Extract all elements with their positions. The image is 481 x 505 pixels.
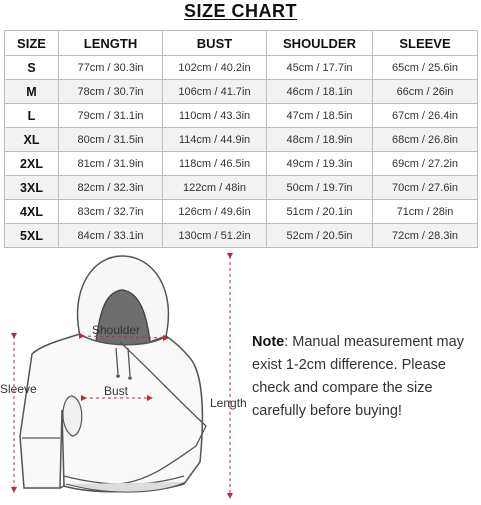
shoulder-cell: 50cm / 19.7in bbox=[267, 176, 373, 200]
size-cell: L bbox=[5, 104, 59, 128]
bust-cell: 114cm / 44.9in bbox=[163, 128, 267, 152]
sleeve-label: Sleeve bbox=[0, 382, 37, 396]
length-cell: 78cm / 30.7in bbox=[59, 80, 163, 104]
sleeve-cell: 67cm / 26.4in bbox=[373, 104, 478, 128]
column-header: BUST bbox=[163, 31, 267, 56]
shoulder-cell: 45cm / 17.7in bbox=[267, 56, 373, 80]
column-header: LENGTH bbox=[59, 31, 163, 56]
bust-cell: 102cm / 40.2in bbox=[163, 56, 267, 80]
table-row bbox=[5, 56, 478, 80]
table-row bbox=[5, 224, 478, 248]
bust-label: Bust bbox=[104, 384, 129, 398]
bust-cell: 126cm / 49.6in bbox=[163, 200, 267, 224]
table-row bbox=[5, 80, 478, 104]
note-label: Note bbox=[252, 334, 285, 350]
table-row bbox=[5, 176, 478, 200]
hoodie-diagram bbox=[0, 250, 250, 500]
shoulder-cell: 46cm / 18.1in bbox=[267, 80, 373, 104]
bust-cell: 122cm / 48in bbox=[163, 176, 267, 200]
column-header: SIZE bbox=[5, 31, 59, 56]
length-cell: 84cm / 33.1in bbox=[59, 224, 163, 248]
table-row bbox=[5, 104, 478, 128]
bust-cell: 110cm / 43.3in bbox=[163, 104, 267, 128]
shoulder-cell: 51cm / 20.1in bbox=[267, 200, 373, 224]
shoulder-cell: 49cm / 19.3in bbox=[267, 152, 373, 176]
bust-cell: 118cm / 46.5in bbox=[163, 152, 267, 176]
size-cell: XL bbox=[5, 128, 59, 152]
note-body: : Manual measurement may exist 1-2cm difference. Please check and compare the size carefully before buying! bbox=[252, 334, 464, 419]
sleeve-cell: 66cm / 26in bbox=[373, 80, 478, 104]
shoulder-cell: 48cm / 18.9in bbox=[267, 128, 373, 152]
sleeve-cell: 71cm / 28in bbox=[373, 200, 478, 224]
hoodie-body bbox=[20, 334, 206, 492]
bust-cell: 130cm / 51.2in bbox=[163, 224, 267, 248]
table-row bbox=[5, 200, 478, 224]
size-cell: 2XL bbox=[5, 152, 59, 176]
size-cell: M bbox=[5, 80, 59, 104]
length-cell: 79cm / 31.1in bbox=[59, 104, 163, 128]
sleeve-cell: 69cm / 27.2in bbox=[373, 152, 478, 176]
size-table bbox=[4, 30, 478, 248]
shoulder-cell: 52cm / 20.5in bbox=[267, 224, 373, 248]
shoulder-label: Shoulder bbox=[92, 323, 141, 337]
length-cell: 82cm / 32.3in bbox=[59, 176, 163, 200]
sleeve-cell: 68cm / 26.8in bbox=[373, 128, 478, 152]
sleeve-cell: 72cm / 28.3in bbox=[373, 224, 478, 248]
size-cell: 4XL bbox=[5, 200, 59, 224]
table-header-row bbox=[5, 31, 478, 56]
table-row bbox=[5, 128, 478, 152]
size-cell: 5XL bbox=[5, 224, 59, 248]
length-cell: 77cm / 30.3in bbox=[59, 56, 163, 80]
sleeve-cell: 65cm / 25.6in bbox=[373, 56, 478, 80]
column-header: SHOULDER bbox=[267, 31, 373, 56]
table-row bbox=[5, 152, 478, 176]
column-header: SLEEVE bbox=[373, 31, 478, 56]
hoodie-illustration bbox=[0, 250, 250, 500]
length-label: Length bbox=[210, 396, 247, 410]
size-cell: 3XL bbox=[5, 176, 59, 200]
size-cell: S bbox=[5, 56, 59, 80]
length-cell: 80cm / 31.5in bbox=[59, 128, 163, 152]
shoulder-cell: 47cm / 18.5in bbox=[267, 104, 373, 128]
length-cell: 81cm / 31.9in bbox=[59, 152, 163, 176]
bust-cell: 106cm / 41.7in bbox=[163, 80, 267, 104]
length-cell: 83cm / 32.7in bbox=[59, 200, 163, 224]
sleeve-cell: 70cm / 27.6in bbox=[373, 176, 478, 200]
page-title: SIZE CHART bbox=[184, 1, 297, 21]
note-text bbox=[252, 331, 477, 423]
